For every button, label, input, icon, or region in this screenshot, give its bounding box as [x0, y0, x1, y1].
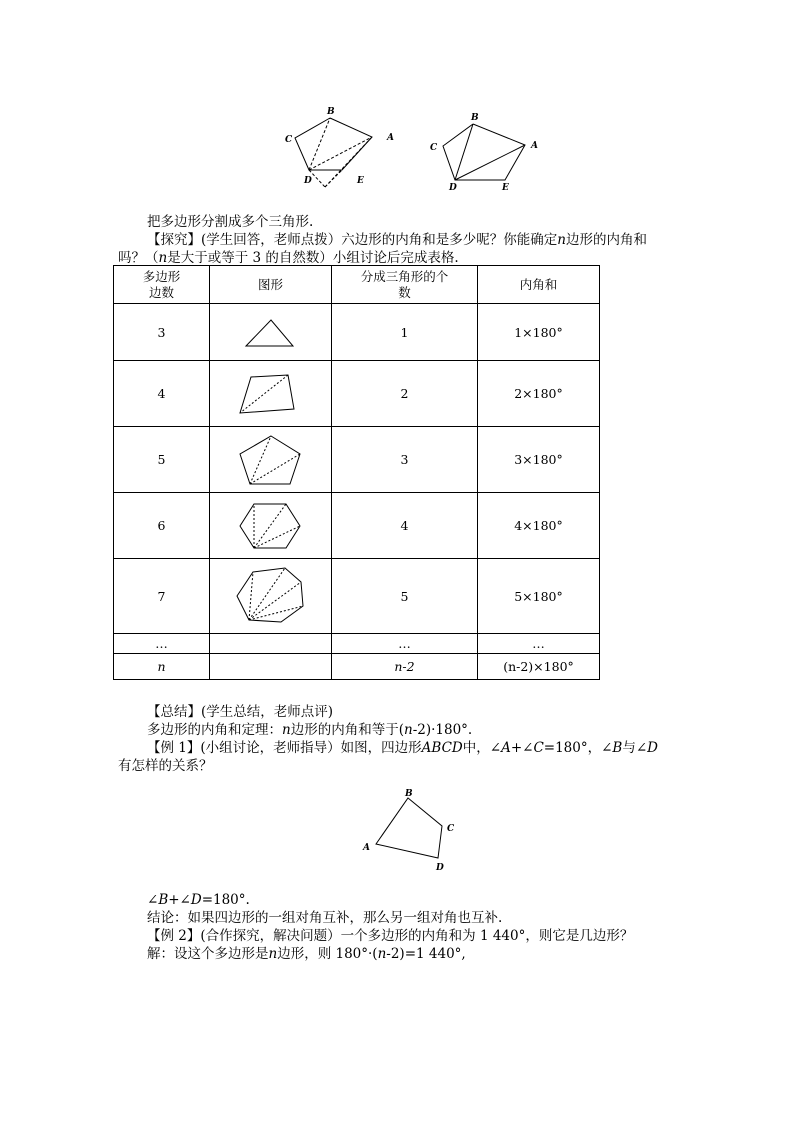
variable-n: n [158, 250, 168, 266]
cell-figure-hexagon [210, 493, 332, 559]
cell-sides: 3 [114, 304, 210, 361]
figure-quadrilateral-abcd [358, 786, 468, 874]
summary-heading [147, 703, 333, 721]
vertex-label-E: E [357, 176, 364, 186]
table-row [114, 304, 600, 361]
cell-figure-pentagon [210, 427, 332, 493]
vertex-label-C: C [285, 135, 293, 145]
vertex-label-B: B [471, 113, 479, 123]
example1-tag: 【例 1】 [147, 740, 201, 756]
cell-sides: n [114, 654, 210, 680]
header-figure: 图形 [210, 266, 332, 304]
table-row [114, 634, 600, 654]
cell-sum: 3×180° [478, 427, 600, 493]
intro-line: 把多边形分割成多个三角形. [147, 214, 314, 230]
vertex-label-C: C [430, 143, 438, 153]
header-angle-sum: 内角和 [478, 266, 600, 304]
vertex-label-A: A [531, 141, 538, 151]
example2-question: 【例 2】(合作探究，解决问题）一个多边形的内角和为 1 440°，则它是几边形？ [147, 928, 634, 944]
vertex-label-B: B [405, 789, 413, 799]
table-header-row [114, 266, 600, 304]
cell-sides: … [114, 634, 210, 654]
table-row [114, 654, 600, 680]
vertex-label-D: D [436, 863, 444, 873]
explore-text: (学生回答，老师点拨）六边形的内角和是多少呢？你能确定 [201, 232, 558, 248]
summary-tag: 【总结】 [147, 704, 201, 720]
cell-triangles: 5 [332, 559, 478, 634]
vertex-label-B: B [327, 107, 335, 117]
vertex-label-E: E [502, 183, 509, 193]
explore-text-end: 边形的内角和 [565, 232, 647, 248]
vertex-label-C: C [447, 824, 455, 834]
vertex-label-D: D [304, 176, 312, 186]
example1-answer: ∠B+∠D=180°. [147, 892, 250, 908]
example1-line2: 有怎样的关系？ [118, 758, 213, 774]
polygon-angle-table [113, 265, 600, 680]
explore-tag: 【探究】 [147, 232, 201, 248]
example1-line1: 【例 1】(小组讨论，老师指导）如图，四边形ABCD中，∠A+∠C=180°，∠B与∠D [147, 740, 658, 756]
explore-text-a: 吗？（ [118, 250, 159, 266]
cell-sides: 4 [114, 361, 210, 427]
cell-sides: 5 [114, 427, 210, 493]
example2-solution: 解：设这个多边形是n边形，则 180°·(n-2)=1 440°, [147, 946, 466, 962]
summary-tag-text: (学生总结，老师点评) [201, 704, 334, 720]
header-triangles: 分成三角形的个 数 [332, 266, 478, 304]
cell-sides: 6 [114, 493, 210, 559]
cell-sides: 7 [114, 559, 210, 634]
cell-triangles: 1 [332, 304, 478, 361]
variable-n: n [557, 232, 566, 248]
cell-triangles: n-2 [332, 654, 478, 680]
cell-figure-triangle [210, 304, 332, 361]
cell-figure-empty [210, 634, 332, 654]
header-sides: 多边形 边数 [114, 266, 210, 304]
cell-sum: 1×180° [478, 304, 600, 361]
cell-triangles: … [332, 634, 478, 654]
vertex-label-D: D [449, 183, 457, 193]
cell-triangles: 4 [332, 493, 478, 559]
theorem-line: 多边形的内角和定理：n边形的内角和等于(n-2)·180°. [147, 722, 473, 738]
cell-sum: 5×180° [478, 559, 600, 634]
cell-figure-heptagon [210, 559, 332, 634]
cell-triangles: 2 [332, 361, 478, 427]
cell-triangles: 3 [332, 427, 478, 493]
figure-pentagon-split-left [280, 100, 410, 195]
example2-tag: 【例 2】 [147, 928, 201, 944]
example1-conclusion: 结论：如果四边形的一组对角互补，那么另一组对角也互补. [147, 910, 503, 926]
cell-sum: 2×180° [478, 361, 600, 427]
figure-pentagon-split-right [425, 108, 555, 198]
table-row [114, 493, 600, 559]
cell-sum: 4×180° [478, 493, 600, 559]
table-row [114, 427, 600, 493]
explore-text-b: 是大于或等于 3 的自然数）小组讨论后完成表格. [167, 250, 459, 266]
cell-figure-empty [210, 654, 332, 680]
cell-figure-quadrilateral [210, 361, 332, 427]
vertex-label-A: A [387, 133, 394, 143]
table-row [114, 559, 600, 634]
cell-sum: … [478, 634, 600, 654]
vertex-label-A: A [363, 843, 370, 853]
table-row [114, 361, 600, 427]
cell-sum: (n-2)×180° [478, 654, 600, 680]
explore-paragraph [147, 231, 647, 249]
